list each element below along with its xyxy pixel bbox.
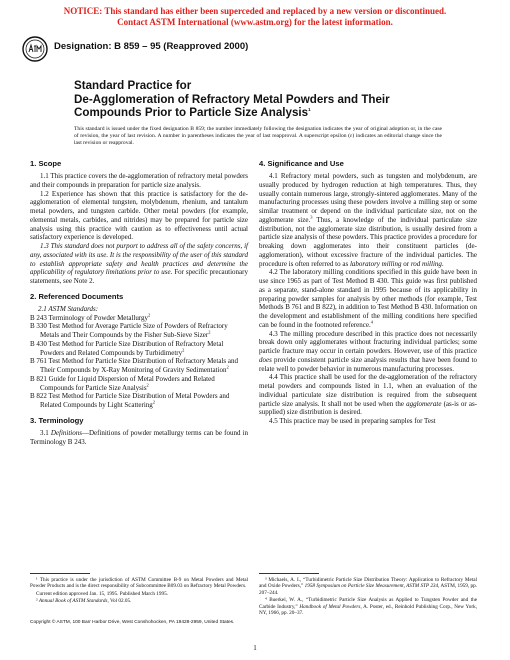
ref-b821: B 821 Guide for Liquid Dispersion of Metal Powders and Related Compounds for Particle Size Analysis$^2$ [30,374,215,392]
footnote-4: ⁴ Buerkel, W. A., “Turbidimetric Particle Size Analysis as Applied to Tungsten Powder and the Carbide Industry,” Handbook of Metal Powders, A. Poster, ed., Reinhold Publishing Corp., New York, NY, 1966, pp. 20–37. [259,597,477,617]
left-column [30,159,248,452]
title-line-3: Compounds Prior to Particle Size Analysis$^1$ [74,106,311,119]
designation: Designation: B 859 – 95 (Reapproved 2000) [54,41,249,52]
footnote-rule [30,573,90,574]
footnote-2: ² Annual Book of ASTM Standards, Vol 02.05. [36,598,132,605]
footnote-rule [259,573,319,574]
supersession-notice [0,6,510,28]
significance-4-5: 4.5 This practice may be used in preparing samples for Test [269,417,436,425]
significance-4-4: 4.4 This practice shall be used for the de-agglomeration of the refractory metal powders and compounds listed in 1.1, when an evaluation of the individual particulate size distribution is required from the subsequent particle size analysis. It shall not be used when the agglomerate (as-is or as-supplied) size distribution is desired. [259,373,477,417]
refs-heading: 2. Referenced Documents [30,291,124,301]
document-title [74,79,434,120]
scope-heading: 1. Scope [30,159,62,168]
footnotes-left [30,573,248,606]
refs-subheading: 2.1 ASTM Standards: [38,304,99,313]
significance-4-1: 4.1 Refractory metal powders, such as tungsten and molybdenum, are usually produced by hydrogen reduction at high temperatures. Thus, they usually contain numerous large, strongly-sintered agglomerates. Many of the manufacturing processes using these powders involve a milling step or some similar treatment or depend on the individual particulate size, not on the agglomerate size.$^3$ Thus, a knowledge of the individual particulate size distribution, not the agglomerate size distribution, is usually desired from a particle size analysis of these powders. This practice provides a procedure for breaking down agglomerates into their constituent particles (de-agglomeration), without excessive fracture of the individual particles. The procedure is often referred to as laboratory milling or rod milling. [259,172,477,268]
significance-4-3: 4.3 The milling procedure described in this practice does not necessarily break down only agglomerates without fracturing individual particles; some particle fracture may occur in certain powders. However, use of this practice does provide consistent particle size analysis results that have been found to relate well to powder behavior in numerous manufacturing processes. [259,329,477,373]
ref-b761: B 761 Test Method for Particle Size Distribution of Refractory Metals and Their Compounds by X-Ray Monitoring of Gravity Sedimentation$^2$ [30,357,238,374]
title-line-2: De-Agglomeration of Refractory Metal Powders and Their [74,92,390,106]
notice-line-2: Contact ASTM International (www.astm.org) for the latest information. [117,17,393,27]
page-number: 1 [253,644,257,652]
footnote-1-edition: Current edition approved Jan. 15, 1995. Published March 1995. [36,590,168,597]
significance-4-2: 4.2 The laboratory milling conditions specified in this guide have been in use since 1965 as part of Test Method B 430. This guide was first published as a separate, stand-alone standard in 1995 because of its applicability in preparing powder samples for analysis by other methods (for example, Test Methods B 761 and B 822), in addition to Test Method B 430. Information on the development and establishment of the milling conditions here specified can be found in the footnoted reference.$^4$ [259,268,477,329]
title-line-1: Standard Practice for [74,79,192,92]
right-column [259,159,477,432]
notice-line-1: NOTICE: This standard has either been superceded and replaced by a new version or discontinued. [63,6,447,16]
significance-heading: 4. Significance and Use [259,159,344,168]
section-scope [30,159,248,286]
section-terminology [30,416,248,447]
scope-1-3: 1.3 This standard does not purport to address all of the safety concerns, if any, associated with its use. It is the responsibility of the user of this standard to establish appropriate safety and health practices and determine the applicability of regulatory limitations prior to use. For specific precautionary statements, see Note 2. [30,242,248,285]
ref-b243: B 243 Terminology of Powder Metallurgy$^2$ [30,312,151,322]
ref-b822: B 822 Test Method for Particle Size Distribution of Metal Powders and Related Compounds by Light Scattering$^2$ [30,392,230,409]
footnotes-right [259,573,477,617]
issuance-statement: This standard is issued under the fixed designation B 859; the number immediately following the designation indicates the year of original adoption or, in the case of revision, the year of last revision. A number in parentheses indicates the year of last reapproval. A superscript epsilon (ε) indicates an editorial change since the last revision or reapproval. [74,126,442,146]
ref-b330: B 330 Test Method for Average Particle Size of Powders of Refractory Metals and Their Compounds by the Fisher Sub-Sieve Sizer$^2$ [30,322,228,339]
terminology-heading: 3. Terminology [30,415,84,425]
ref-b430: B 430 Test Method for Particle Size Distribution of Refractory Metal Powders and Related Compounds by Turbidimetry$^2$ [30,339,224,357]
section-significance [259,159,477,426]
scope-1-1: 1.1 This practice covers the de-agglomeration of refractory metal powders and their compounds in preparation for particle size analysis. [30,172,248,189]
scope-1-2: 1.2 Experience has shown that this practice is satisfactory for the de-agglomeration of elemental tungsten, molybdenum, rhenium, and tantalum metal powders, and tungsten carbide. Other metal powders (for example, elemental metals, carbides, and nitrides) may be prepared for particle size analysis using this practice with caution as to effectiveness until actual satisfactory experience is developed. [30,189,248,242]
terminology-3-1: 3.1 Definitions—Definitions of powder metallurgy terms can be found in Terminology B 243. [30,428,248,446]
copyright-line: Copyright © ASTM, 100 Barr Harbor Drive, West Conshohocken, PA 19428-2959, United States. [30,620,235,625]
footnote-3: ³ Michaels, A. I., “Turbidimetric Particle Size Distribution Theory: Application to Refractory Metal and Oxide Powders,” 1958 Symposium on Particle Size Measurement, ASTM STP 234, ASTM, 1959, pp. 207–244. [259,577,477,596]
astm-logo-icon [22,36,48,62]
footnote-1: ¹ This practice is under the jurisdiction of ASTM Committee B-9 on Metal Powders and Metal Powder Products and is the direct responsibility of Subcommittee B09.03 on Refractory Metal Powders. [30,577,248,590]
section-referenced-documents [30,292,248,410]
